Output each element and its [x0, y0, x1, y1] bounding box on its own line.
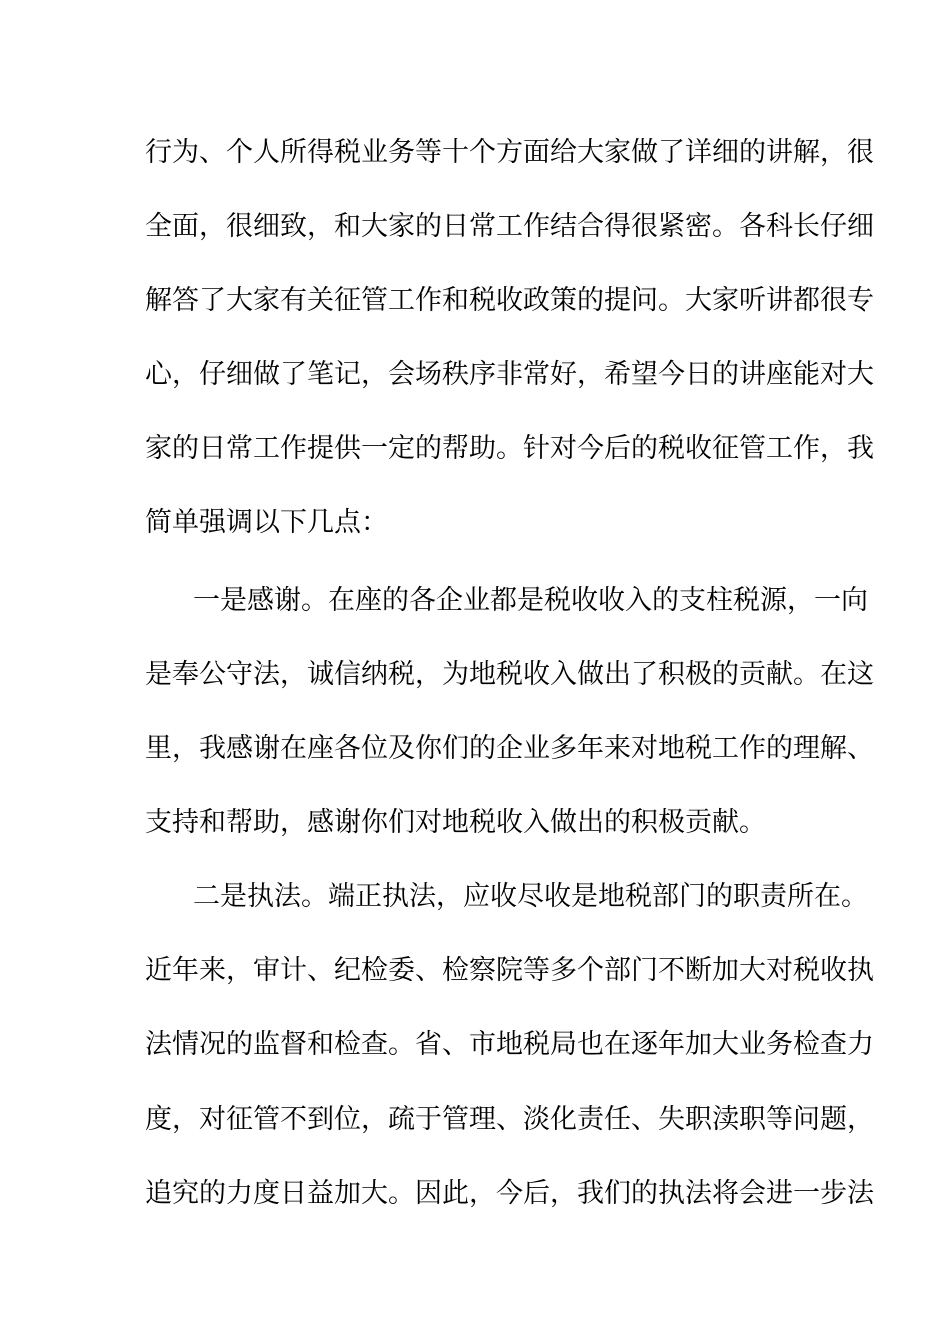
text-line-6: 简单强调以下几点： [145, 507, 388, 538]
text-line-11: 二是执法。端正执法，应收尽收是地税部门的职责所在。 [193, 881, 868, 912]
text-line-1: 行为、个人所得税业务等十个方面给大家做了详细的讲解，很 [145, 137, 874, 168]
text-line-10: 支持和帮助，感谢你们对地税收入做出的积极贡献。 [145, 807, 766, 838]
text-line-9: 里，我感谢在座各位及你们的企业多年来对地税工作的理解、 [145, 733, 874, 764]
text-line-8: 是奉公守法，诚信纳税，为地税收入做出了积极的贡献。在这 [145, 659, 874, 690]
text-line-7: 一是感谢。在座的各企业都是税收收入的支柱税源，一向 [193, 585, 868, 616]
text-line-14: 度，对征管不到位，疏于管理、淡化责任、失职渎职等问题， [145, 1104, 874, 1135]
text-line-13: 法情况的监督和检查。省、市地税局也在逐年加大业务检查力 [145, 1029, 874, 1060]
text-line-2: 全面，很细致，和大家的日常工作结合得很紧密。各科长仔细 [145, 211, 874, 242]
text-line-15: 追究的力度日益加大。因此，今后，我们的执法将会进一步法 [145, 1178, 874, 1209]
text-line-5: 家的日常工作提供一定的帮助。针对今后的税收征管工作，我 [145, 433, 874, 464]
text-line-4: 心，仔细做了笔记，会场秩序非常好，希望今日的讲座能对大 [145, 359, 874, 390]
text-line-12: 近年来，审计、纪检委、检察院等多个部门不断加大对税收执 [145, 955, 874, 986]
text-line-3: 解答了大家有关征管工作和税收政策的提问。大家听讲都很专 [145, 285, 874, 316]
